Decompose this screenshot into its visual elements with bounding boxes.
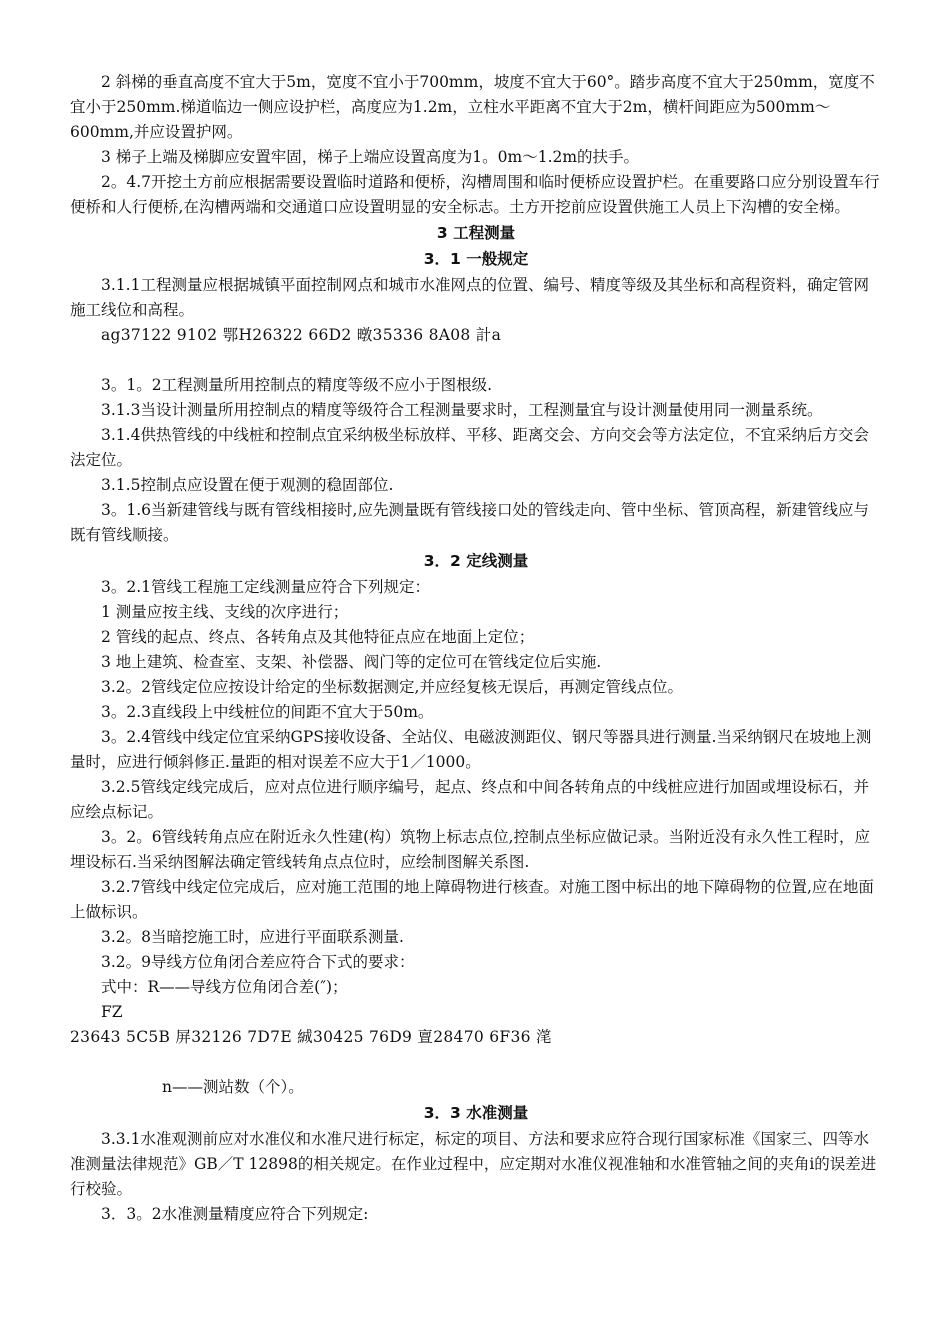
paragraph-3-1-6: 3。1.6当新建管线与既有管线相接时,应先测量既有管线接口处的管线走向、管中坐标、管顶高程，新建管线应与既有管线顺接。: [70, 501, 869, 544]
paragraph-3-2-6: 3。2。6管线转角点应在附近永久性建(构）筑物上标志点位,控制点坐标应做记录。当附近没有永久性工程时，应埋设标石.当采纳图解法确定管线转角点点位时，应绘制图解关系图.: [70, 828, 871, 871]
garbled-code-line-1: ag37122 9102 鄂H26322 66D2 暾35336 8A08 計a: [101, 326, 502, 344]
list-item-3-2-1-3: 3 地上建筑、检查室、支架、补偿器、阀门等的定位可在管线定位后实施.: [101, 653, 602, 671]
paragraph-3-2-4: 3。2.4管线中线定位宜采纳GPS接收设备、全站仪、电磁波测距仪、钢尺等器具进行测量.当采纳钢尺在坡地上测量时，应进行倾斜修正.量距的相对误差不应大于1／1000。: [70, 728, 872, 771]
paragraph-ladder-handrail: 3 梯子上端及梯脚应安置牢固，梯子上端应设置高度为1。0m～1.2m的扶手。: [101, 148, 640, 166]
paragraph-3-3-2: 3．3。2水准测量精度应符合下列规定:: [101, 1205, 369, 1223]
section-heading-3-3: 3．3 水准测量: [423, 1104, 529, 1122]
chapter-heading-3: 3 工程测量: [436, 224, 516, 242]
paragraph-3-1-1: 3.1.1工程测量应根据城镇平面控制网点和城市水准网点的位置、编号、精度等级及其坐标和高程资料，确定管网施工线位和高程。: [70, 276, 869, 319]
paragraph-3-2-5: 3.2.5管线定线完成后，应对点位进行顺序编号，起点、终点和中间各转角点的中线桩应进行加固或埋设标石，并应绘点标记。: [70, 778, 869, 821]
paragraph-3-2-2: 3.2。2管线定位应按设计给定的坐标数据测定,并应经复核无误后，再测定管线点位。: [101, 678, 683, 696]
formula-legend-r: 式中：R——导线方位角闭合差(″)；: [101, 978, 348, 996]
list-item-3-2-1-2: 2 管线的起点、终点、各转角点及其他特征点应在地面上定位；: [101, 628, 535, 646]
paragraph-3-2-8: 3.2。8当暗挖施工时，应进行平面联系测量.: [101, 928, 404, 946]
paragraph-3-2-7: 3.2.7管线中线定位完成后，应对施工范围的地上障碍物进行核查。对施工图中标出的地下障碍物的位置,应在地面上做标识。: [70, 878, 874, 921]
blank-gap: [70, 348, 882, 373]
section-heading-3-2: 3．2 定线测量: [423, 552, 529, 570]
paragraph-2-4-7: 2。4.7开挖土方前应根据需要设置临时道路和便桥，沟槽周围和临时便桥应设置护栏。在重要路口应分别设置车行便桥和人行便桥,在沟槽两端和交通道口应设置明显的安全标志。土方开挖前应设置供施工人员上下沟槽的安全梯。: [70, 173, 880, 216]
formula-label-fz: FZ: [101, 1003, 123, 1021]
paragraph-3-2-1: 3。2.1管线工程施工定线测量应符合下列规定：: [101, 578, 431, 596]
paragraph-ladder-slope: 2 斜梯的垂直高度不宜大于5m，宽度不宜小于700mm，坡度不宜大于60°。踏步高度不宜大于250mm，宽度不宜小于250mm.梯道临边一侧应设护栏，高度应为1.2m，立柱水平距离不宜大于2m，横杆间距应为500mm～600mm,并应设置护网。: [70, 73, 875, 141]
paragraph-3-1-2: 3。1。2工程测量所用控制点的精度等级不应小于图根级.: [101, 376, 493, 394]
document-body: [70, 70, 882, 1227]
section-heading-3-1: 3．1 一般规定: [423, 250, 529, 268]
formula-legend-n: n——测站数（个）。: [162, 1078, 304, 1096]
paragraph-3-1-5: 3.1.5控制点应设置在便于观测的稳固部位.: [101, 476, 394, 494]
list-item-3-2-1-1: 1 测量应按主线、支线的次序进行；: [101, 603, 349, 621]
paragraph-3-3-1: 3.3.1水准观测前应对水准仪和水准尺进行标定，标定的项目、方法和要求应符合现行国家标准《国家三、四等水准测量法律规范》GB／T 12898的相关规定。在作业过程中，应定期对水准仪视准轴和水准管轴之间的夹角i的误差进行校验。: [70, 1130, 877, 1198]
garbled-code-line-2: 23643 5C5B 屏32126 7D7E 絾30425 76D9 亶28470 6F36 滗: [70, 1028, 552, 1046]
paragraph-3-2-9: 3.2。9导线方位角闭合差应符合下式的要求：: [101, 953, 415, 971]
paragraph-3-1-4: 3.1.4供热管线的中线桩和控制点宜采纳极坐标放样、平移、距离交会、方向交会等方法定位，不宜采纳后方交会法定位。: [70, 426, 869, 469]
paragraph-3-1-3: 3.1.3当设计测量所用控制点的精度等级符合工程测量要求时，工程测量宜与设计测量使用同一测量系统。: [101, 401, 823, 419]
blank-gap-2: [70, 1050, 882, 1075]
paragraph-3-2-3: 3。2.3直线段上中线桩位的间距不宜大于50m。: [101, 703, 434, 721]
